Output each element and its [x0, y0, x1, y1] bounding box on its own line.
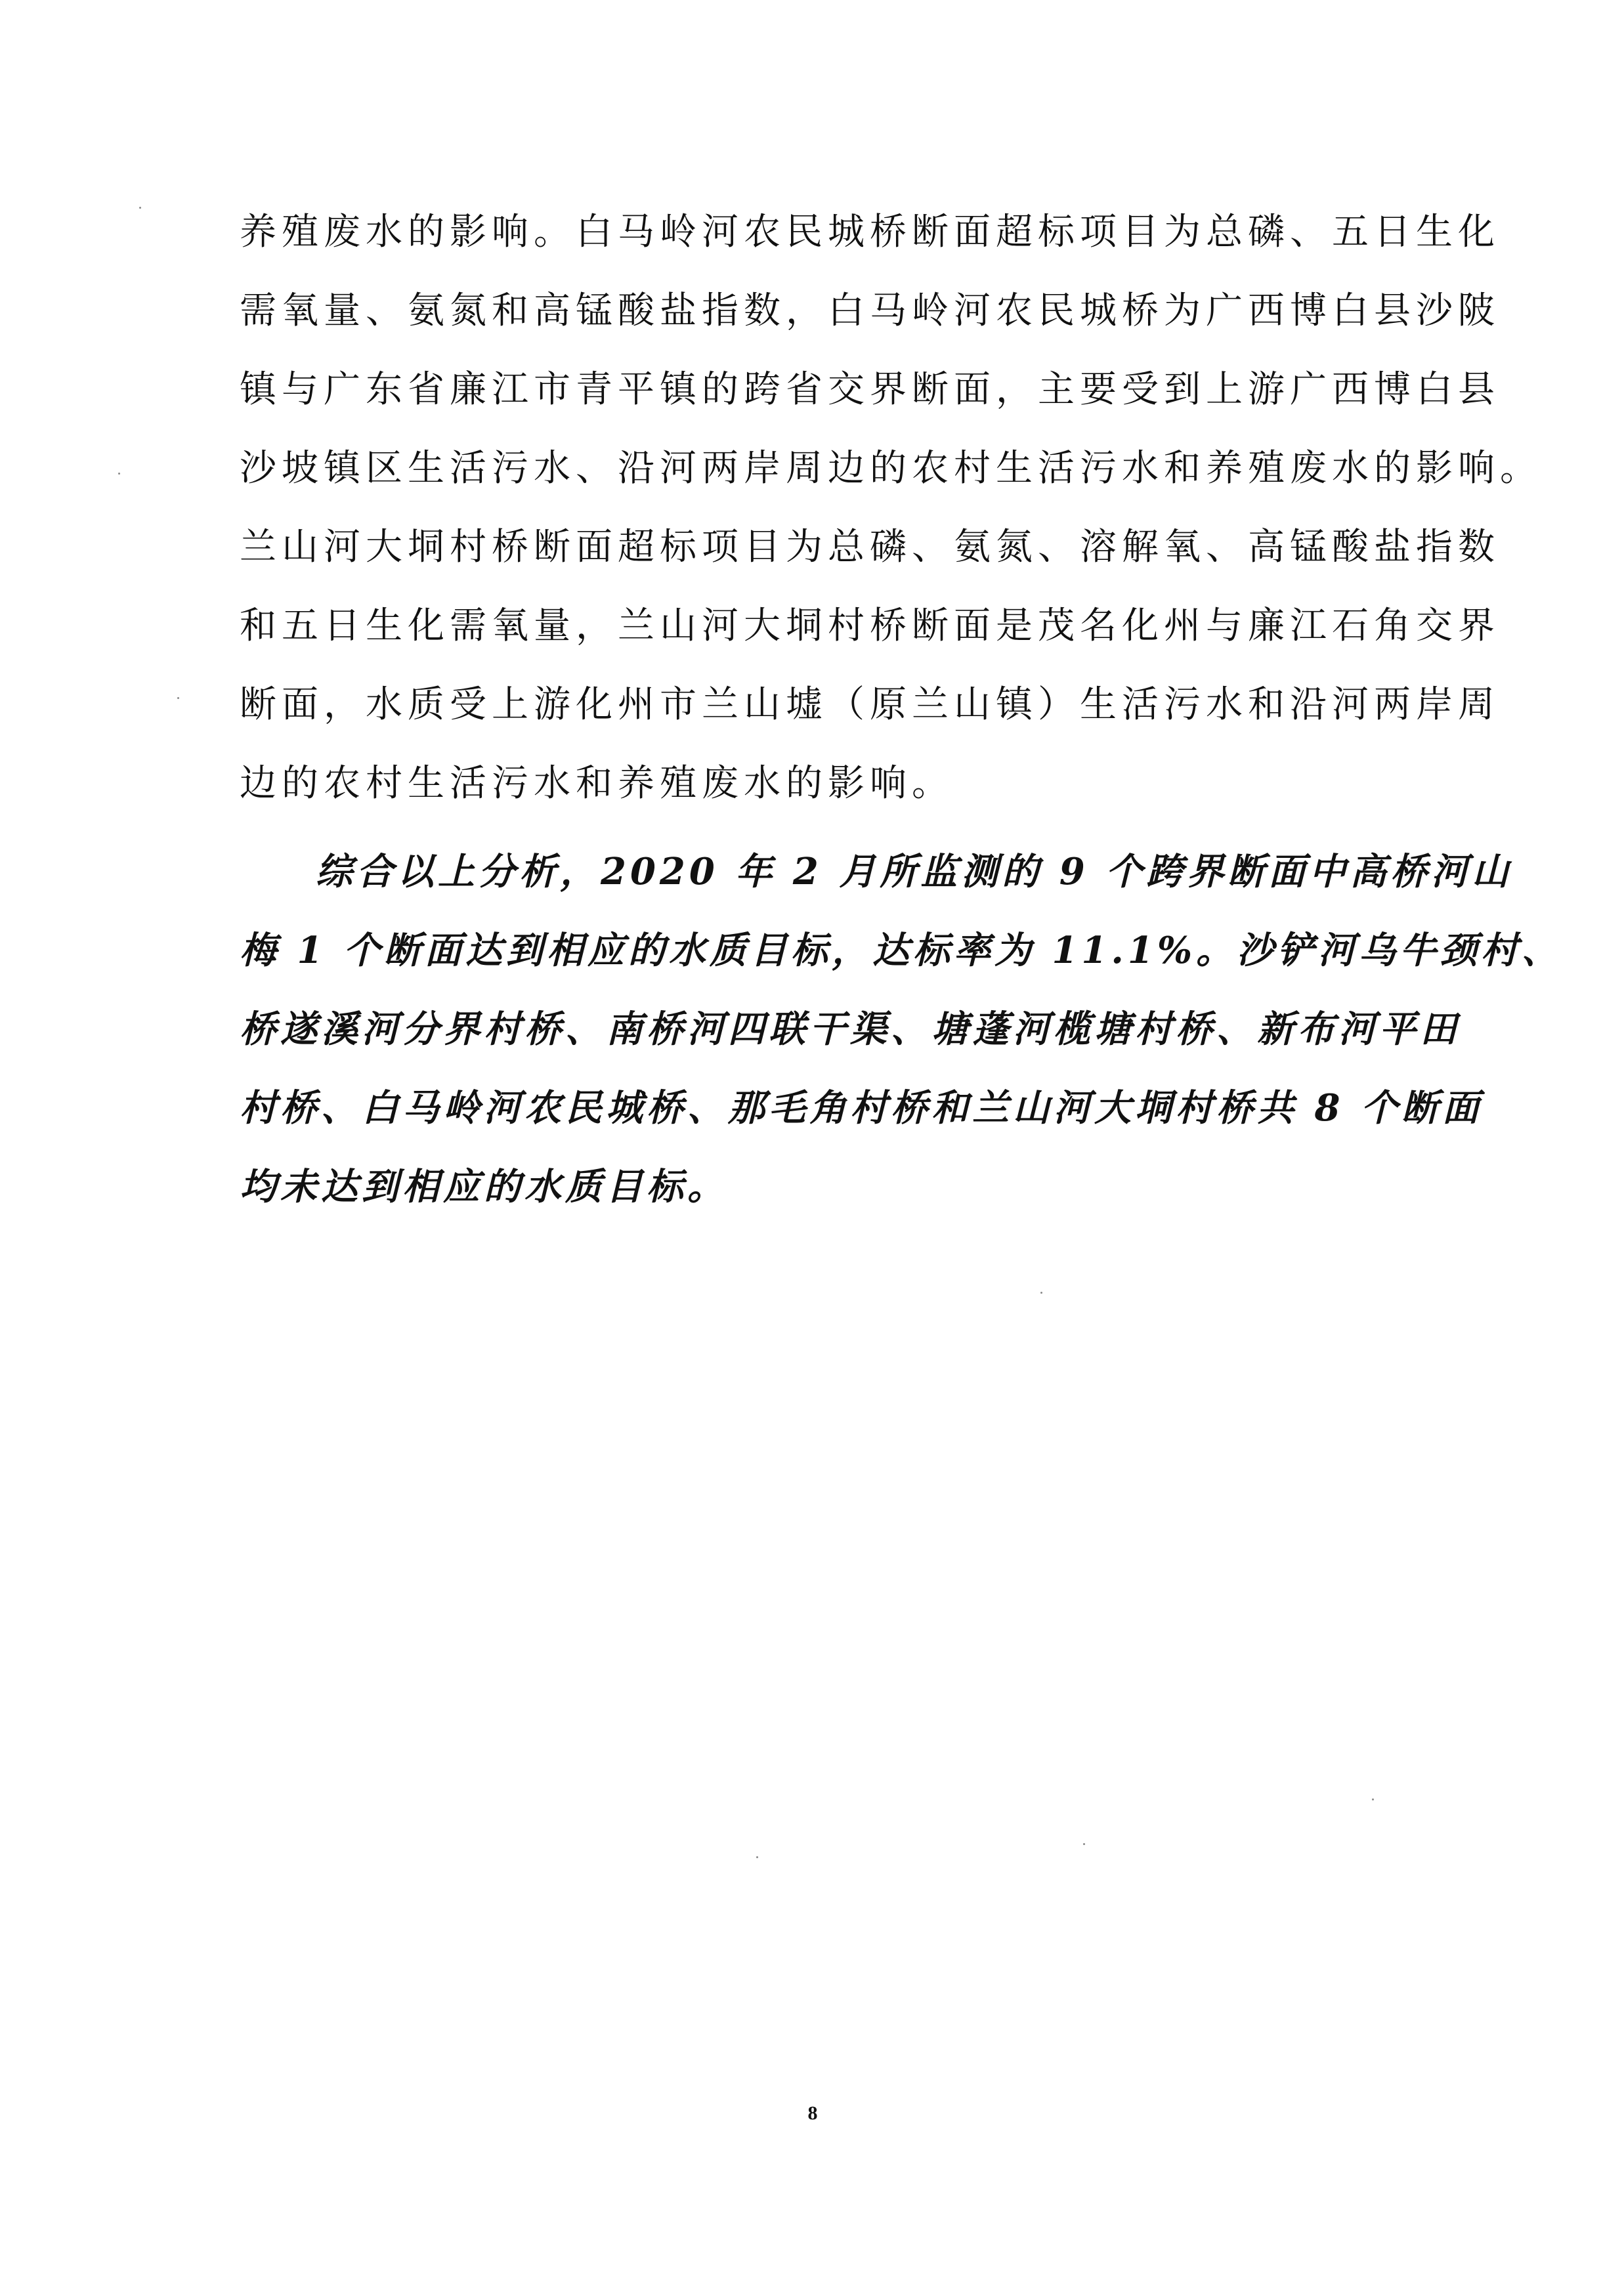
paragraph-line: 沙坡镇区生活污水、沿河两岸周边的农村生活污水和养殖废水的影响。 [240, 447, 1542, 490]
scan-artifact [1040, 1292, 1042, 1294]
paragraph-line: 和五日生化需氧量，兰山河大垌村桥断面是茂名化州与廉江石角交界 [240, 605, 1500, 647]
scan-artifact [756, 1856, 758, 1858]
paragraph-line: 兰山河大垌村桥断面超标项目为总磷、氨氮、溶解氧、高锰酸盐指数 [240, 526, 1500, 568]
summary-line: 桥遂溪河分界村桥、南桥河四联干渠、塘蓬河榄塘村桥、新布河平田 [240, 1008, 1461, 1051]
summary-line: 综合以上分析，2020 年 2 月所监测的 9 个跨界断面中高桥河山 [316, 850, 1513, 893]
paragraph-line: 边的农村生活污水和养殖废水的影响。 [240, 762, 954, 805]
page-number: 8 [807, 2102, 818, 2124]
paragraph-line: 断面，水质受上游化州市兰山墟（原兰山镇）生活污水和沿河两岸周 [240, 683, 1500, 726]
paragraph-line: 养殖废水的影响。白马岭河农民城桥断面超标项目为总磷、五日生化 [240, 211, 1500, 253]
paragraph-line: 镇与广东省廉江市青平镇的跨省交界断面，主要受到上游广西博白县 [240, 368, 1500, 411]
paragraph-line: 需氧量、氨氮和高锰酸盐指数，白马岭河农民城桥为广西博白县沙陂 [240, 289, 1500, 332]
scan-artifact [118, 473, 120, 475]
scan-artifact [1372, 1798, 1374, 1800]
scan-artifact [1083, 1843, 1085, 1845]
summary-line: 村桥、白马岭河农民城桥、那毛角村桥和兰山河大垌村桥共 8 个断面 [240, 1086, 1483, 1130]
scan-artifact [177, 697, 179, 699]
scan-artifact [139, 207, 141, 209]
summary-line: 均未达到相应的水质目标。 [240, 1165, 728, 1208]
summary-line: 梅 1 个断面达到相应的水质目标，达标率为 11.1%。沙铲河乌牛颈村、 [240, 929, 1563, 972]
